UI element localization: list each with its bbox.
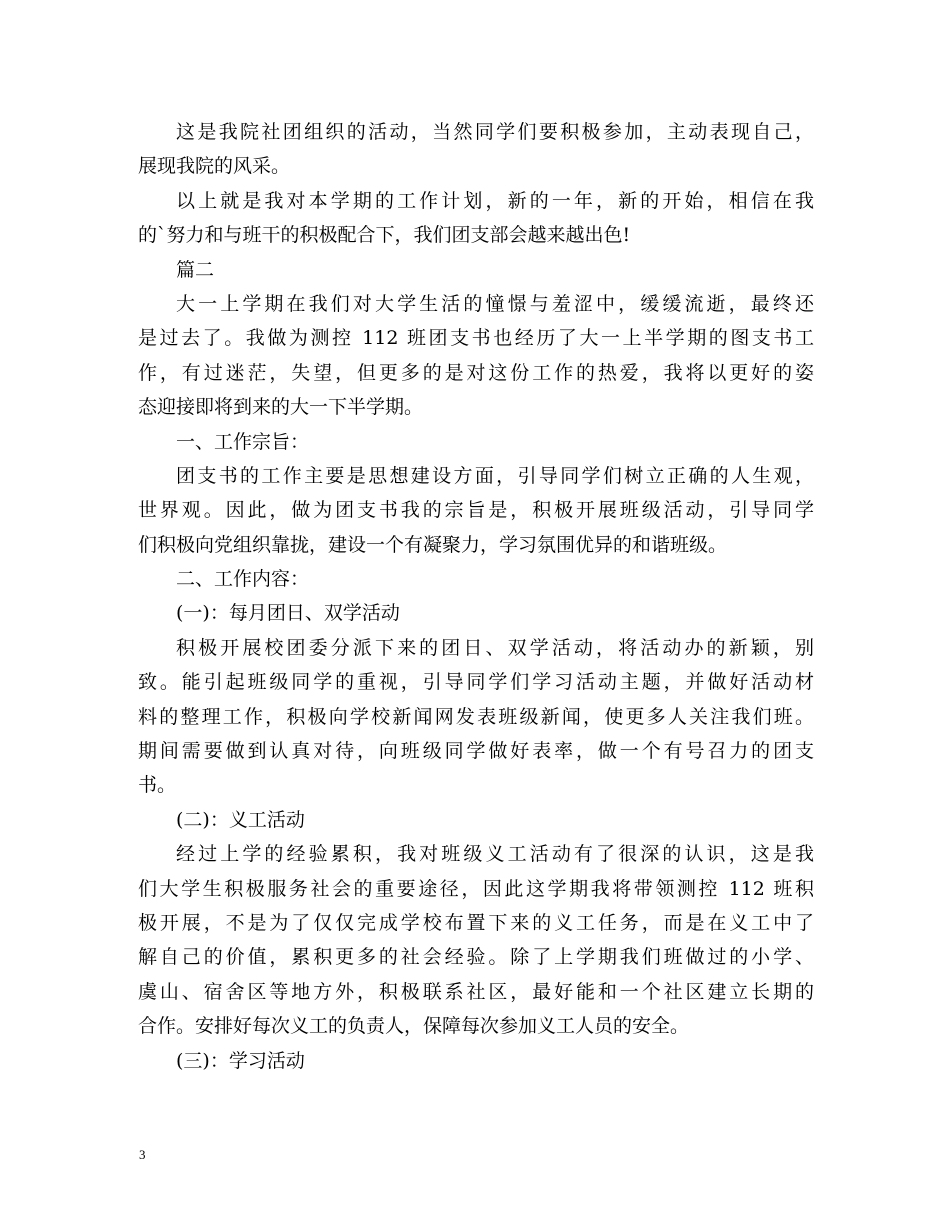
text-line: 作，有过迷茫，失望，但更多的是对这份工作的热爱，我将以更好的姿 bbox=[138, 361, 814, 384]
text-line: 们积极向党组织靠拢，建设一个有凝聚力，学习氛围优异的和谐班级。 bbox=[138, 533, 728, 556]
text-line: 团支书的工作主要是思想建设方面，引导同学们树立正确的人生观， bbox=[176, 464, 814, 487]
text-line: 二、工作内容： bbox=[176, 568, 310, 591]
text-line: 料的整理工作，积极向学校新闻网发表班级新闻，使更多人关注我们班。 bbox=[138, 705, 814, 728]
text-line: 一、工作宗旨： bbox=[176, 430, 310, 453]
text-line: 经过上学的经验累积，我对班级义工活动有了很深的认识，这是我 bbox=[176, 843, 814, 866]
text-line: 虞山、宿舍区等地方外，积极联系社区，最好能和一个社区建立长期的 bbox=[138, 980, 814, 1003]
text-line: 解自己的价值，累积更多的社会经验。除了上学期我们班做过的小学、 bbox=[138, 946, 814, 969]
text-line: 大一上学期在我们对大学生活的憧憬与羞涩中，缓缓流逝，最终还 bbox=[176, 292, 814, 315]
page-number: 3 bbox=[139, 1147, 146, 1162]
text-line: 的`努力和与班干的积极配合下，我们团支部会越来越出色! bbox=[138, 224, 631, 247]
text-line: 积极开展校团委分派下来的团日、双学活动，将活动办的新颖，别 bbox=[176, 636, 814, 659]
text-line: 这是我院社团组织的活动，当然同学们要积极参加，主动表现自己， bbox=[176, 121, 814, 143]
text-line: 合作。安排好每次义工的负责人，保障每次参加义工人员的安全。 bbox=[138, 1015, 690, 1038]
text-line: 态迎接即将到来的大一下半学期。 bbox=[138, 396, 424, 419]
document-body bbox=[138, 115, 814, 1078]
text-line: (二)：义工活动 bbox=[176, 808, 305, 831]
text-line: (一)：每月团日、双学活动 bbox=[176, 602, 400, 625]
text-line: 们大学生积极服务社会的重要途径，因此这学期我将带领测控 112 班积 bbox=[138, 877, 814, 900]
text-line: 篇二 bbox=[176, 258, 215, 281]
text-line: 展现我院的风采。 bbox=[138, 155, 291, 178]
text-line: 是过去了。我做为测控 112 班团支书也经历了大一上半学期的图支书工 bbox=[138, 327, 814, 350]
text-line: (三)：学习活动 bbox=[176, 1049, 305, 1072]
text-line: 以上就是我对本学期的工作计划，新的一年，新的开始，相信在我 bbox=[176, 189, 814, 212]
text-line: 书。 bbox=[138, 774, 177, 797]
text-line: 世界观。因此，做为团支书我的宗旨是，积极开展班级活动，引导同学 bbox=[138, 499, 814, 522]
text-line: 期间需要做到认真对待，向班级同学做好表率，做一个有号召力的团支 bbox=[138, 740, 814, 763]
text-line: 致。能引起班级同学的重视，引导同学们学习活动主题，并做好活动材 bbox=[138, 671, 814, 694]
text-line: 极开展，不是为了仅仅完成学校布置下来的义工任务，而是在义工中了 bbox=[138, 911, 814, 934]
